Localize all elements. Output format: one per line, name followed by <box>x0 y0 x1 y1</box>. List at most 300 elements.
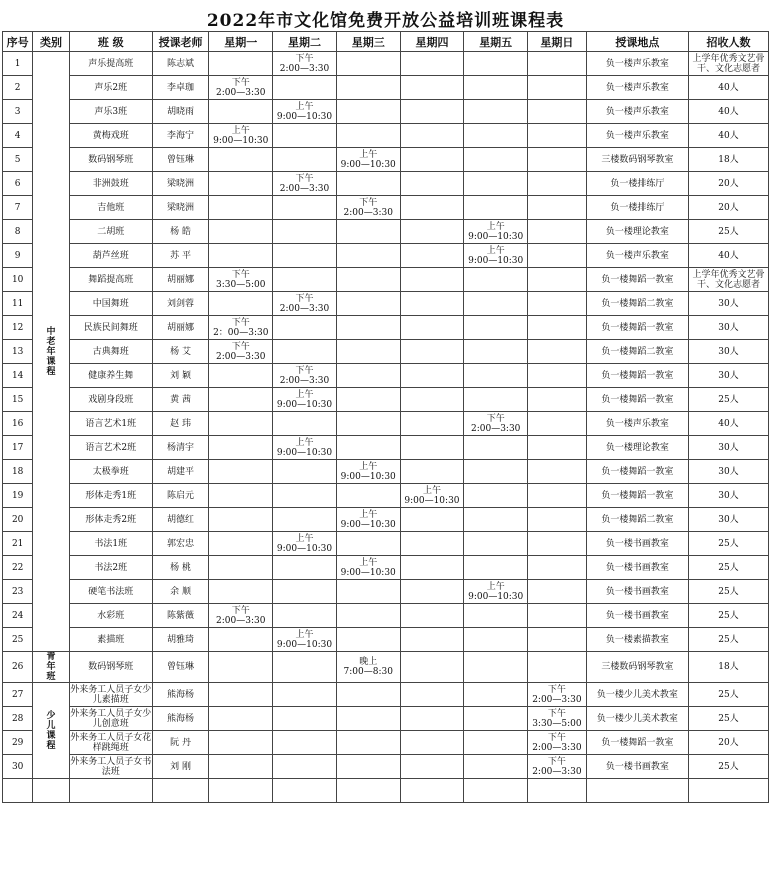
row-number: 10 <box>3 268 33 292</box>
schedule-thursday <box>400 436 464 460</box>
table-row <box>3 76 769 100</box>
empty-cell <box>273 779 337 803</box>
schedule-thursday <box>400 652 464 683</box>
class-name: 非洲鼓班 <box>69 172 152 196</box>
schedule-wednesday <box>336 364 400 388</box>
schedule-tuesday: 上午 9:00—10:30 <box>273 100 337 124</box>
row-number: 19 <box>3 484 33 508</box>
location: 负一楼舞蹈一教室 <box>586 268 688 292</box>
location: 负一楼书画教室 <box>586 755 688 779</box>
schedule-tuesday <box>273 556 337 580</box>
schedule-monday <box>209 628 273 652</box>
schedule-thursday: 上午 9:00—10:30 <box>400 484 464 508</box>
schedule-thursday <box>400 556 464 580</box>
schedule-tuesday <box>273 148 337 172</box>
row-number: 27 <box>3 683 33 707</box>
schedule-tuesday <box>273 412 337 436</box>
teacher-name: 赵 玮 <box>152 412 209 436</box>
schedule-thursday <box>400 364 464 388</box>
header-friday: 星期五 <box>464 32 528 52</box>
class-name: 数码钢琴班 <box>69 148 152 172</box>
row-number: 30 <box>3 755 33 779</box>
class-name: 葫芦丝班 <box>69 244 152 268</box>
enrollment: 20人 <box>688 196 768 220</box>
enrollment: 20人 <box>688 172 768 196</box>
schedule-wednesday <box>336 268 400 292</box>
class-name: 黄梅戏班 <box>69 124 152 148</box>
schedule-friday: 上午 9:00—10:30 <box>464 220 528 244</box>
table-row <box>3 52 769 76</box>
schedule-thursday <box>400 220 464 244</box>
schedule-monday <box>209 556 273 580</box>
empty-cell <box>528 779 587 803</box>
schedule-sunday <box>528 484 587 508</box>
class-name: 形体走秀2班 <box>69 508 152 532</box>
table-row <box>3 340 769 364</box>
schedule-sunday <box>528 52 587 76</box>
row-number: 8 <box>3 220 33 244</box>
class-name: 硬笔书法班 <box>69 580 152 604</box>
schedule-monday <box>209 683 273 707</box>
schedule-wednesday <box>336 76 400 100</box>
location: 负一楼舞蹈一教室 <box>586 484 688 508</box>
location: 负一楼声乐教室 <box>586 76 688 100</box>
schedule-tuesday: 下午 2:00—3:30 <box>273 364 337 388</box>
schedule-monday <box>209 52 273 76</box>
class-name: 声乐2班 <box>69 76 152 100</box>
schedule-friday <box>464 100 528 124</box>
teacher-name: 李海宁 <box>152 124 209 148</box>
enrollment: 25人 <box>688 755 768 779</box>
schedule-wednesday <box>336 580 400 604</box>
schedule-friday <box>464 148 528 172</box>
schedule-sunday <box>528 340 587 364</box>
header-row <box>3 32 769 52</box>
header-category: 类别 <box>33 32 69 52</box>
row-number: 21 <box>3 532 33 556</box>
schedule-sunday <box>528 268 587 292</box>
row-number: 17 <box>3 436 33 460</box>
schedule-thursday <box>400 388 464 412</box>
schedule-friday <box>464 532 528 556</box>
enrollment: 25人 <box>688 604 768 628</box>
schedule-thursday <box>400 292 464 316</box>
enrollment: 25人 <box>688 388 768 412</box>
schedule-thursday <box>400 604 464 628</box>
schedule-wednesday <box>336 683 400 707</box>
enrollment: 上学年优秀文艺骨干、文化志愿者 <box>688 268 768 292</box>
row-number: 9 <box>3 244 33 268</box>
enrollment: 30人 <box>688 484 768 508</box>
category-label: 中 老 年 课 程 <box>46 326 56 377</box>
enrollment: 25人 <box>688 556 768 580</box>
schedule-tuesday <box>273 460 337 484</box>
schedule-thursday <box>400 148 464 172</box>
schedule-wednesday <box>336 52 400 76</box>
schedule-monday <box>209 436 273 460</box>
enrollment: 20人 <box>688 731 768 755</box>
enrollment: 25人 <box>688 707 768 731</box>
location: 负一楼声乐教室 <box>586 100 688 124</box>
class-name: 戏剧身段班 <box>69 388 152 412</box>
schedule-tuesday <box>273 604 337 628</box>
location: 负一楼舞蹈一教室 <box>586 731 688 755</box>
schedule-wednesday <box>336 172 400 196</box>
class-name: 声乐3班 <box>69 100 152 124</box>
teacher-name: 梁晓洲 <box>152 172 209 196</box>
teacher-name: 刘剑蓉 <box>152 292 209 316</box>
location: 负一楼书画教室 <box>586 532 688 556</box>
class-name: 外来务工人员子女少儿素描班 <box>70 684 152 705</box>
schedule-sunday <box>528 628 587 652</box>
enrollment: 40人 <box>688 124 768 148</box>
schedule-wednesday <box>336 100 400 124</box>
schedule-monday <box>209 508 273 532</box>
location: 负一楼理论教室 <box>586 220 688 244</box>
table-row <box>3 364 769 388</box>
schedule-wednesday: 晚上 7:00—8:30 <box>336 652 400 683</box>
schedule-tuesday: 下午 2:00—3:30 <box>273 172 337 196</box>
location: 负一楼排练厅 <box>586 172 688 196</box>
schedule-thursday <box>400 508 464 532</box>
schedule-sunday <box>528 124 587 148</box>
location: 三楼数码钢琴教室 <box>586 652 688 683</box>
schedule-wednesday <box>336 388 400 412</box>
schedule-friday <box>464 556 528 580</box>
class-name: 形体走秀1班 <box>69 484 152 508</box>
category-cell <box>33 52 69 652</box>
class-name: 语言艺术1班 <box>69 412 152 436</box>
schedule-sunday: 下午 2:00—3:30 <box>528 731 587 755</box>
schedule-sunday <box>528 76 587 100</box>
row-number: 4 <box>3 124 33 148</box>
schedule-wednesday <box>336 484 400 508</box>
teacher-name: 阮 丹 <box>152 731 209 755</box>
schedule-friday <box>464 628 528 652</box>
row-number: 24 <box>3 604 33 628</box>
schedule-monday: 上午 9:00—10:30 <box>209 124 273 148</box>
row-number: 12 <box>3 316 33 340</box>
schedule-tuesday: 上午 9:00—10:30 <box>273 388 337 412</box>
footer-row <box>3 779 769 803</box>
schedule-tuesday <box>273 484 337 508</box>
schedule-monday <box>209 580 273 604</box>
schedule-body <box>3 52 769 803</box>
row-number: 14 <box>3 364 33 388</box>
schedule-thursday <box>400 628 464 652</box>
class-name: 吉他班 <box>69 196 152 220</box>
header-sunday: 星期日 <box>528 32 587 52</box>
schedule-wednesday <box>336 220 400 244</box>
category-cell <box>33 652 69 683</box>
schedule-tuesday: 上午 9:00—10:30 <box>273 532 337 556</box>
enrollment: 30人 <box>688 340 768 364</box>
enrollment: 18人 <box>688 652 768 683</box>
schedule-monday <box>209 532 273 556</box>
enrollment: 25人 <box>688 580 768 604</box>
schedule-sunday <box>528 460 587 484</box>
header-thursday: 星期四 <box>400 32 464 52</box>
schedule-sunday <box>528 652 587 683</box>
schedule-monday: 下午 2:00—3:30 <box>209 76 273 100</box>
schedule-friday <box>464 364 528 388</box>
schedule-friday <box>464 316 528 340</box>
schedule-monday: 下午 2:00—3:30 <box>209 604 273 628</box>
location: 负一楼素描教室 <box>586 628 688 652</box>
schedule-friday <box>464 340 528 364</box>
schedule-sunday <box>528 532 587 556</box>
teacher-name: 陈启元 <box>152 484 209 508</box>
table-row <box>3 580 769 604</box>
schedule-monday <box>209 148 273 172</box>
schedule-tuesday <box>273 731 337 755</box>
table-row <box>3 220 769 244</box>
schedule-tuesday <box>273 268 337 292</box>
header-class: 班 级 <box>69 32 152 52</box>
schedule-monday <box>209 196 273 220</box>
empty-cell <box>3 779 33 803</box>
schedule-monday <box>209 652 273 683</box>
enrollment: 上学年优秀文艺骨干、文化志愿者 <box>688 52 768 76</box>
location: 负一楼少儿美术教室 <box>586 683 688 707</box>
schedule-friday <box>464 76 528 100</box>
schedule-wednesday: 下午 2:00—3:30 <box>336 196 400 220</box>
location: 负一楼理论教室 <box>586 436 688 460</box>
header-wednesday: 星期三 <box>336 32 400 52</box>
schedule-sunday <box>528 100 587 124</box>
location: 负一楼舞蹈二教室 <box>586 340 688 364</box>
schedule-monday <box>209 755 273 779</box>
row-number: 2 <box>3 76 33 100</box>
schedule-monday: 下午 2：00—3:30 <box>209 316 273 340</box>
schedule-sunday <box>528 244 587 268</box>
row-number: 26 <box>3 652 33 683</box>
schedule-thursday <box>400 196 464 220</box>
schedule-wednesday <box>336 436 400 460</box>
table-row <box>3 604 769 628</box>
schedule-thursday <box>400 52 464 76</box>
location: 负一楼舞蹈一教室 <box>586 460 688 484</box>
schedule-tuesday: 上午 9:00—10:30 <box>273 436 337 460</box>
row-number: 13 <box>3 340 33 364</box>
schedule-monday <box>209 484 273 508</box>
enrollment: 40人 <box>688 100 768 124</box>
header-teacher: 授课老师 <box>152 32 209 52</box>
table-row <box>3 124 769 148</box>
location: 负一楼书画教室 <box>586 604 688 628</box>
schedule-thursday <box>400 340 464 364</box>
teacher-name: 杨清宇 <box>152 436 209 460</box>
enrollment: 30人 <box>688 460 768 484</box>
schedule-sunday <box>528 436 587 460</box>
schedule-thursday <box>400 172 464 196</box>
table-row <box>3 196 769 220</box>
schedule-friday <box>464 731 528 755</box>
schedule-wednesday <box>336 604 400 628</box>
schedule-monday <box>209 100 273 124</box>
class-name: 外来务工人员子女花样跳绳班 <box>70 732 152 753</box>
schedule-sunday <box>528 172 587 196</box>
enrollment: 30人 <box>688 436 768 460</box>
schedule-sunday <box>528 196 587 220</box>
schedule-thursday <box>400 412 464 436</box>
row-number: 22 <box>3 556 33 580</box>
row-number: 28 <box>3 707 33 731</box>
empty-cell <box>688 779 768 803</box>
schedule-monday <box>209 460 273 484</box>
table-row <box>3 100 769 124</box>
schedule-friday: 下午 2:00—3:30 <box>464 412 528 436</box>
header-location: 授课地点 <box>586 32 688 52</box>
row-number: 3 <box>3 100 33 124</box>
schedule-thursday <box>400 731 464 755</box>
empty-cell <box>33 779 69 803</box>
schedule-wednesday <box>336 707 400 731</box>
teacher-name: 陈紫薇 <box>152 604 209 628</box>
table-row <box>3 148 769 172</box>
document-title: 2022年市文化馆免费开放公益培训班课程表 <box>206 11 565 31</box>
location: 负一楼书画教室 <box>586 580 688 604</box>
schedule-friday <box>464 52 528 76</box>
location: 负一楼声乐教室 <box>586 412 688 436</box>
enrollment: 30人 <box>688 292 768 316</box>
schedule-sunday: 下午 2:00—3:30 <box>528 683 587 707</box>
teacher-name: 胡建平 <box>152 460 209 484</box>
row-number: 25 <box>3 628 33 652</box>
schedule-wednesday <box>336 340 400 364</box>
schedule-wednesday <box>336 124 400 148</box>
schedule-wednesday: 上午 9:00—10:30 <box>336 556 400 580</box>
schedule-monday <box>209 364 273 388</box>
teacher-name: 熊海杨 <box>152 707 209 731</box>
schedule-thursday <box>400 460 464 484</box>
schedule-thursday <box>400 755 464 779</box>
row-number: 18 <box>3 460 33 484</box>
schedule-sunday <box>528 316 587 340</box>
schedule-tuesday <box>273 196 337 220</box>
class-name: 数码钢琴班 <box>69 652 152 683</box>
schedule-sunday: 下午 2:00—3:30 <box>528 755 587 779</box>
table-row <box>3 707 769 731</box>
schedule-friday <box>464 388 528 412</box>
row-number: 23 <box>3 580 33 604</box>
category-label: 少 儿 课 程 <box>46 710 56 751</box>
class-name: 民族民间舞班 <box>69 316 152 340</box>
category-label: 青 年 班 <box>46 652 56 682</box>
teacher-name: 胡丽娜 <box>152 268 209 292</box>
table-row <box>3 484 769 508</box>
schedule-tuesday <box>273 340 337 364</box>
class-name: 语言艺术2班 <box>69 436 152 460</box>
table-row <box>3 436 769 460</box>
schedule-sunday <box>528 412 587 436</box>
schedule-monday <box>209 731 273 755</box>
schedule-friday <box>464 652 528 683</box>
schedule-sunday <box>528 508 587 532</box>
schedule-sunday <box>528 604 587 628</box>
class-name: 素描班 <box>69 628 152 652</box>
schedule-tuesday <box>273 124 337 148</box>
enrollment: 40人 <box>688 412 768 436</box>
row-number: 6 <box>3 172 33 196</box>
schedule-thursday <box>400 124 464 148</box>
teacher-name: 黄 茜 <box>152 388 209 412</box>
schedule-thursday <box>400 580 464 604</box>
schedule-sunday <box>528 580 587 604</box>
schedule-thursday <box>400 268 464 292</box>
schedule-friday <box>464 460 528 484</box>
table-row <box>3 412 769 436</box>
table-row <box>3 556 769 580</box>
teacher-name: 胡晓雨 <box>152 100 209 124</box>
schedule-friday <box>464 755 528 779</box>
table-row <box>3 172 769 196</box>
schedule-sunday <box>528 364 587 388</box>
schedule-friday <box>464 268 528 292</box>
schedule-thursday <box>400 532 464 556</box>
schedule-friday <box>464 484 528 508</box>
schedule-wednesday <box>336 532 400 556</box>
header-no: 序号 <box>3 32 33 52</box>
teacher-name: 苏 平 <box>152 244 209 268</box>
table-row <box>3 683 769 707</box>
schedule-monday <box>209 412 273 436</box>
class-name: 二胡班 <box>69 220 152 244</box>
schedule-sunday <box>528 388 587 412</box>
location: 负一楼排练厅 <box>586 196 688 220</box>
schedule-tuesday: 下午 2:00—3:30 <box>273 292 337 316</box>
table-row <box>3 460 769 484</box>
teacher-name: 郭宏忠 <box>152 532 209 556</box>
enrollment: 18人 <box>688 148 768 172</box>
teacher-name: 杨 艾 <box>152 340 209 364</box>
schedule-wednesday <box>336 412 400 436</box>
teacher-name: 胡雅琦 <box>152 628 209 652</box>
class-name: 书法2班 <box>69 556 152 580</box>
schedule-monday <box>209 707 273 731</box>
teacher-name: 刘 颖 <box>152 364 209 388</box>
empty-cell <box>152 779 209 803</box>
schedule-tuesday <box>273 220 337 244</box>
schedule-wednesday: 上午 9:00—10:30 <box>336 508 400 532</box>
enrollment: 40人 <box>688 244 768 268</box>
location: 负一楼书画教室 <box>586 556 688 580</box>
schedule-tuesday <box>273 76 337 100</box>
schedule-wednesday: 上午 9:00—10:30 <box>336 460 400 484</box>
schedule-wednesday <box>336 316 400 340</box>
schedule-thursday <box>400 76 464 100</box>
class-name: 外来务工人员子女少儿创意班 <box>70 708 152 729</box>
table-row <box>3 628 769 652</box>
class-name: 舞蹈提高班 <box>69 268 152 292</box>
class-name: 太极拳班 <box>69 460 152 484</box>
schedule-wednesday <box>336 628 400 652</box>
teacher-name: 梁晓洲 <box>152 196 209 220</box>
empty-cell <box>69 779 152 803</box>
schedule-thursday <box>400 100 464 124</box>
schedule-tuesday: 上午 9:00—10:30 <box>273 628 337 652</box>
schedule-sunday <box>528 220 587 244</box>
enrollment: 30人 <box>688 364 768 388</box>
class-name: 外来务工人员子女书法班 <box>70 756 152 777</box>
location: 负一楼舞蹈二教室 <box>586 508 688 532</box>
enrollment: 30人 <box>688 508 768 532</box>
row-number: 11 <box>3 292 33 316</box>
empty-cell <box>586 779 688 803</box>
teacher-name: 刘 刚 <box>152 755 209 779</box>
location: 负一楼舞蹈一教室 <box>586 316 688 340</box>
location: 负一楼舞蹈一教室 <box>586 364 688 388</box>
